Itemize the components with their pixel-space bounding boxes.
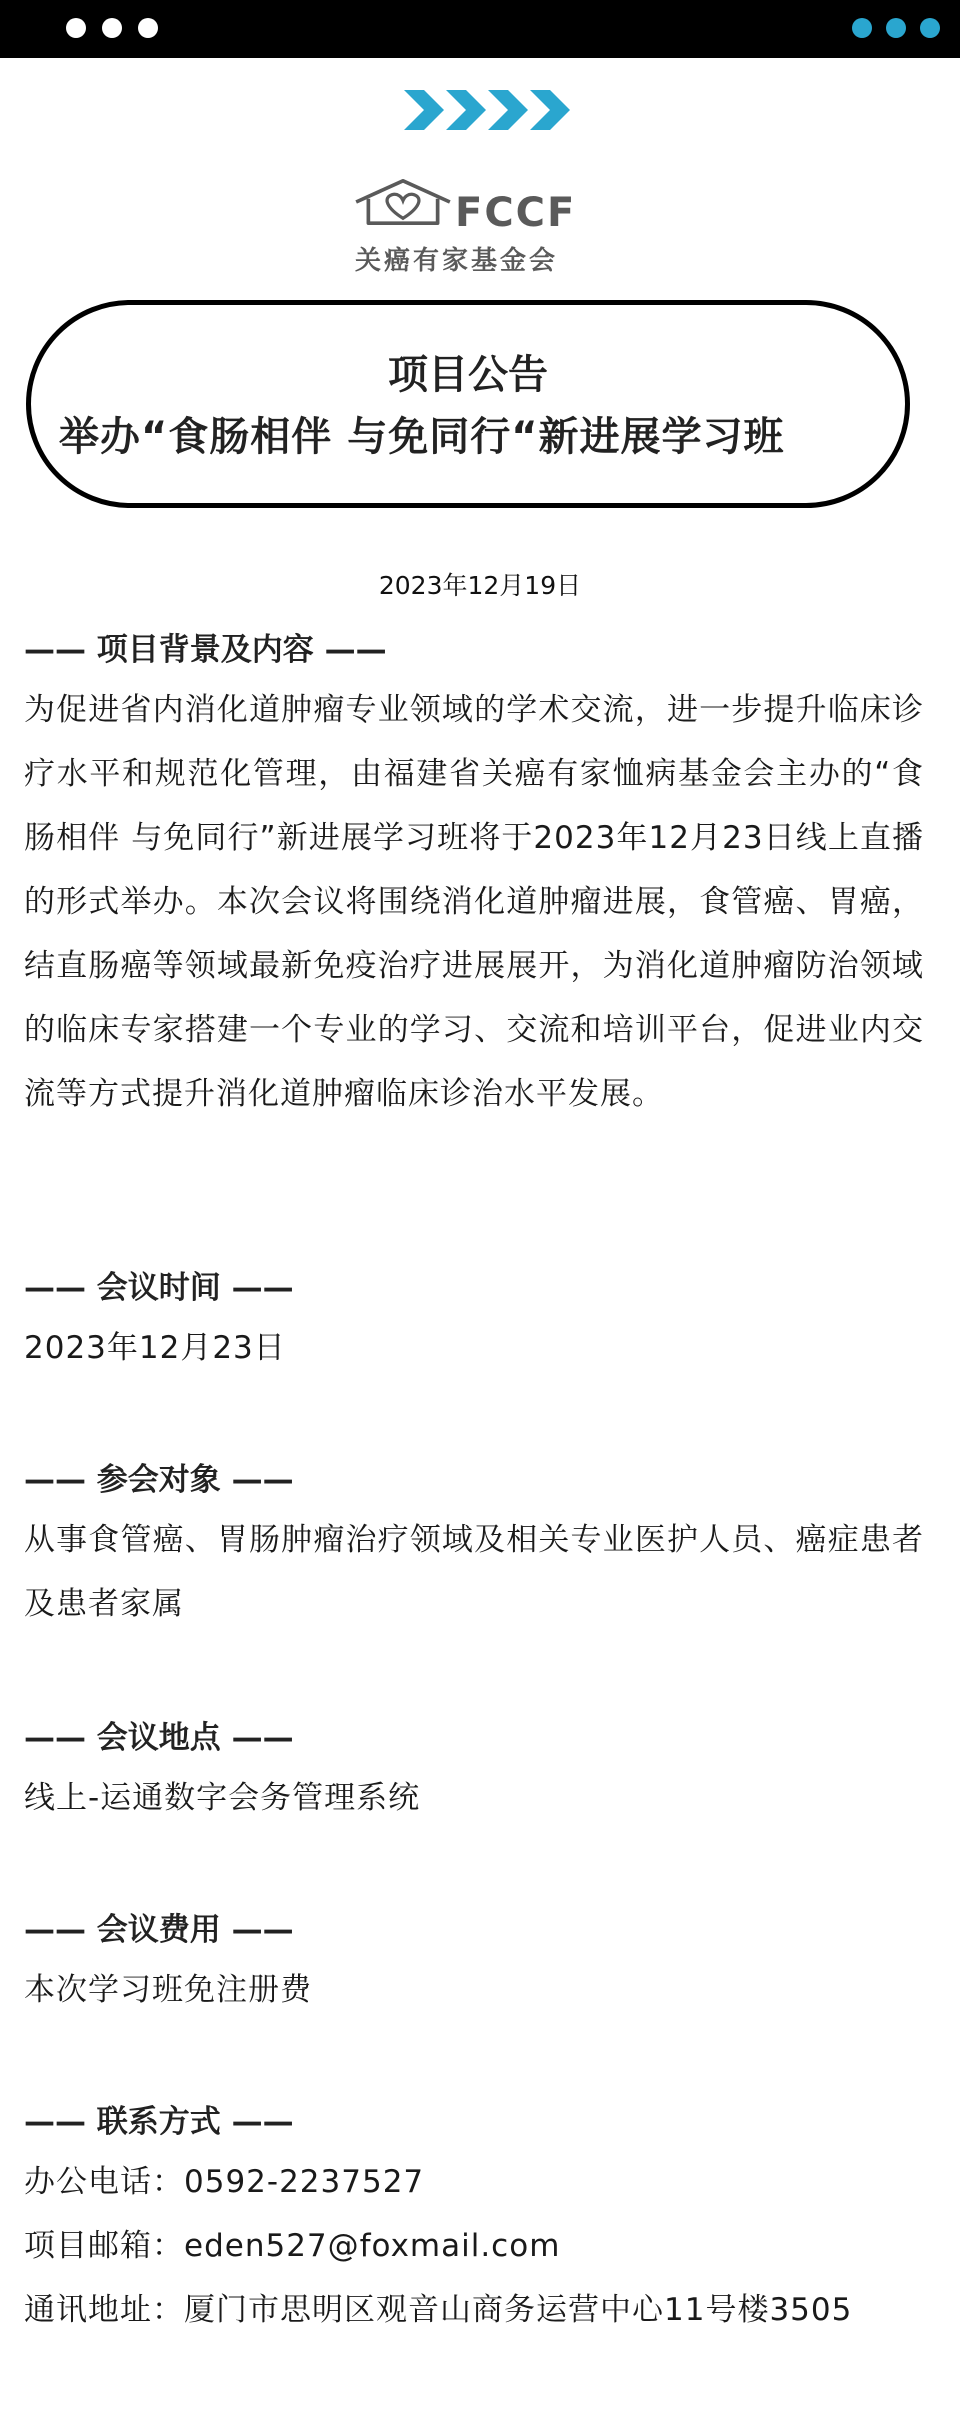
section-heading-time: —— 会议时间 ——: [24, 1270, 294, 1306]
section-heading-contact: —— 联系方式 ——: [24, 2104, 294, 2140]
section-heading-audience: —— 参会对象 ——: [24, 1462, 294, 1498]
dot-icon: [852, 18, 872, 38]
house-heart-logo-icon: [348, 162, 458, 242]
background-text: 为促进省内消化道肿瘤专业领域的学术交流，进一步提升临床诊疗水平和规范化管理，由福建省关癌有家恤病基金会主办的“食肠相伴 与免同行”新进展学习班将于2023年12月23日线上直播的形式举办。本次会议将围绕消化道肿瘤进展，食管癌、胃癌，结直肠癌等领域最新免疫治疗进展展开，为消化道肿瘤防治领域的临床专家搭建一个专业的学习、交流和培训平台，促进业内交流等方式提升消化道肿瘤临床诊治水平发展。: [24, 692, 924, 1112]
logo-subtitle: 关癌有家基金会: [355, 246, 559, 276]
chevrons-icon: [404, 88, 584, 132]
location-text: 线上-运通数字会务管理系统: [24, 1780, 421, 1816]
page-title: 项目公告: [388, 352, 548, 398]
contact-address: 通讯地址：厦门市思明区观音山商务运营中心11号楼3505: [24, 2292, 853, 2328]
dot-icon: [920, 18, 940, 38]
publish-date: 2023年12月19日: [378, 571, 582, 600]
audience-text: 从事食管癌、胃肠肿瘤治疗领域及相关专业医护人员、癌症患者及患者家属: [24, 1522, 924, 1622]
logo-text: FCCF: [455, 190, 577, 236]
section-heading-fee: —— 会议费用 ——: [24, 1912, 294, 1948]
time-text: 2023年12月23日: [24, 1330, 286, 1366]
fee-text: 本次学习班免注册费: [24, 1972, 312, 2008]
dot-icon: [138, 18, 158, 38]
section-heading-background: —— 项目背景及内容 ——: [24, 632, 387, 668]
title-banner: [26, 300, 910, 508]
top-bar: [0, 0, 960, 58]
dot-icon: [66, 18, 86, 38]
page-subtitle: 举办“食肠相伴 与免同行“新进展学习班: [59, 414, 785, 460]
contact-phone: 办公电话：0592-2237527: [24, 2164, 425, 2200]
contact-email[interactable]: 项目邮箱：eden527@foxmail.com: [24, 2228, 561, 2264]
section-heading-location: —— 会议地点 ——: [24, 1720, 294, 1756]
dot-icon: [102, 18, 122, 38]
dot-icon: [886, 18, 906, 38]
